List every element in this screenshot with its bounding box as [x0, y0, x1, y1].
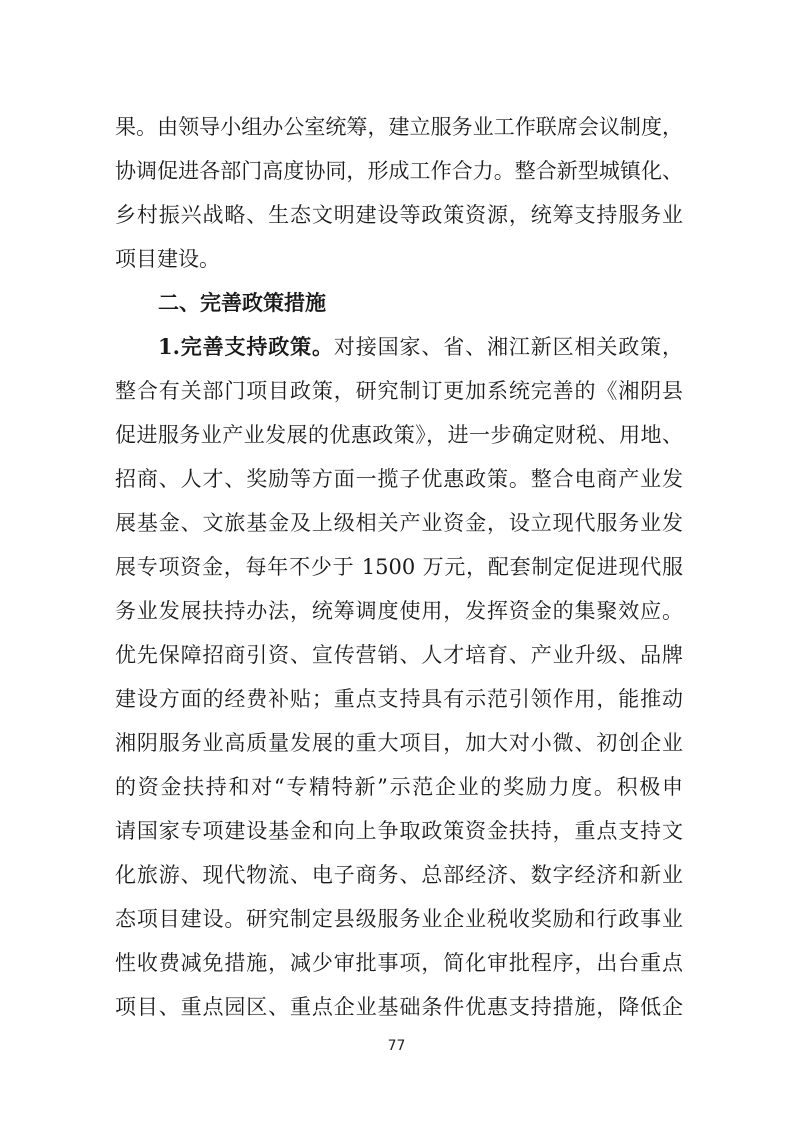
paragraph-line: 整合有关部门项目政策，研究制订更加系统完善的《湘阴县: [115, 379, 683, 403]
paragraph-line: 化旅游、现代物流、电子商务、总部经济、数字经济和新业: [115, 863, 683, 887]
item-first-line: [158, 332, 683, 362]
paragraph-line: 请国家专项建设基金和向上争取政策资金扶持，重点支持文: [115, 819, 683, 843]
paragraph-line: 展专项资金，每年不少于 1500 万元，配套制定促进现代服: [115, 555, 683, 579]
section-heading: 二、完善政策措施: [158, 291, 326, 315]
paragraph-line: 项目、重点园区、重点企业基础条件优惠支持措施，降低企: [115, 995, 683, 1019]
paragraph-line: 果。由领导小组办公室统筹，建立服务业工作联席会议制度，: [115, 115, 683, 139]
paragraph-line: 促进服务业产业发展的优惠政策》，进一步确定财税、用地、: [115, 423, 683, 447]
paragraph-line: 性收费减免措施，减少审批事项，简化审批程序，出台重点: [115, 951, 683, 975]
item-title: 1.完善支持政策。: [158, 334, 334, 359]
item-first-line-text: 对接国家、省、湘江新区相关政策，: [333, 335, 683, 359]
paragraph-line: 湘阴服务业高质量发展的重大项目，加大对小微、初创企业: [115, 731, 683, 755]
paragraph-line: 乡村振兴战略、生态文明建设等政策资源，统筹支持服务业: [115, 203, 683, 227]
paragraph-line: 项目建设。: [115, 247, 220, 271]
paragraph-line: 协调促进各部门高度协同，形成工作合力。整合新型城镇化、: [115, 159, 683, 183]
paragraph-line: 建设方面的经费补贴；重点支持具有示范引领作用，能推动: [115, 687, 683, 711]
paragraph-line: 务业发展扶持办法，统筹调度使用，发挥资金的集聚效应。: [115, 599, 683, 623]
paragraph-line: 招商、人才、奖励等方面一揽子优惠政策。整合电商产业发: [115, 467, 683, 491]
paragraph-line: 态项目建设。研究制定县级服务业企业税收奖励和行政事业: [115, 907, 683, 931]
paragraph-line: 展基金、文旅基金及上级相关产业资金，设立现代服务业发: [115, 511, 683, 535]
paragraph-line: 优先保障招商引资、宣传营销、人才培育、产业升级、品牌: [115, 643, 683, 667]
paragraph-line: 的资金扶持和对“专精特新”示范企业的奖励力度。积极申: [115, 775, 683, 799]
page-number: 77: [387, 1038, 406, 1054]
